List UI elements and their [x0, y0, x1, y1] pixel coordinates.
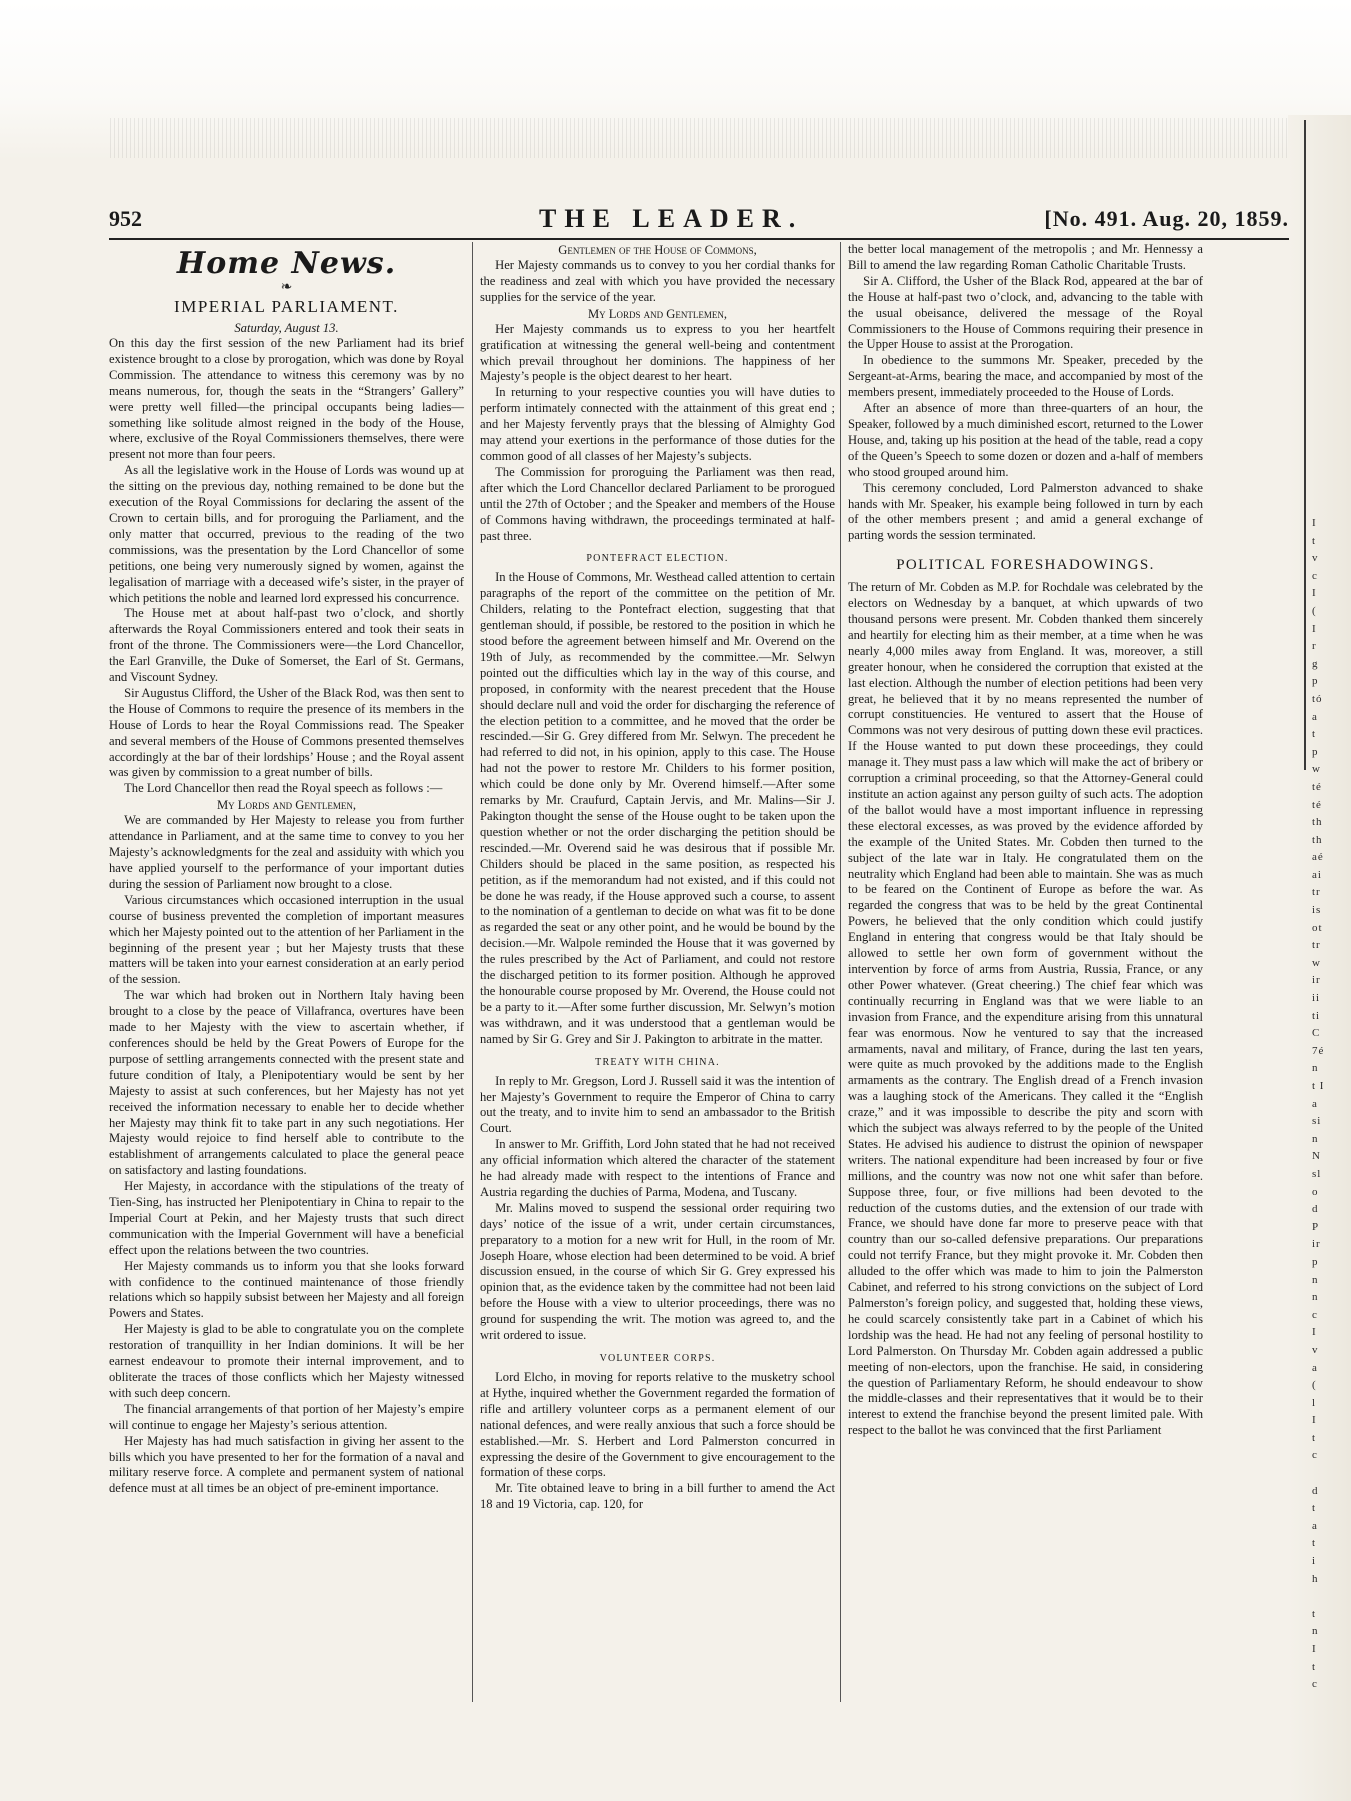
margin-fragment: t — [1312, 728, 1317, 741]
margin-fragment: tr — [1312, 886, 1321, 899]
paragraph: In returning to your respective counties you will have duties to perform intimately connected with the attainment of this great end ; and her Majesty fervently prays that the blessing of Almighty God may attend your exertions in the performance of those duties for the common good of all classes of her Majesty’s subjects. — [480, 385, 835, 463]
margin-fragment: th — [1312, 816, 1323, 829]
paragraph: We are commanded by Her Majesty to release you from further attendance in Parliament, and at the same time to convey to you her Majesty’s acknowledgments for the zeal and assiduity with which you have applied yourself to the performance of your important duties during the session of Parliament now brought to a close. — [109, 813, 464, 891]
paragraph: As all the legislative work in the House of Lords was wound up at the sitting on the previous day, nothing remained to be done but the execution of the Royal Commissions for declaring the assent of the Crown to certain bills, and for proroguing the Parliament, and the only matter that occurred, previous to the reading of the two commissions, was the presentation by the Lord Chancellor of some petitions, one being very numerously signed by women, against the legalisation of marriage with a deceased wife’s sister, in the prayer of which petitions the noble and learned lord expressed his concurrence. — [109, 463, 464, 605]
margin-fragment: ii — [1312, 992, 1321, 1005]
issue-info: [No. 491. Aug. 20, 1859. — [1044, 206, 1289, 231]
paragraph: Her Majesty has had much satisfaction in giving her assent to the bills which you have presented to her for the formation of a naval and military reserve force. A complete and permanent system of national defence must at all times be an object of pre-eminent importance. — [109, 1433, 464, 1496]
margin-fragment: n — [1312, 1062, 1319, 1075]
subheading: PONTEFRACT ELECTION. — [586, 553, 729, 565]
salutation: Gentlemen of the House of Commons, — [558, 243, 757, 257]
column-3 — [848, 242, 1203, 1439]
paragraph: In answer to Mr. Griffith, Lord John stated that he had not received any official information which altered the character of the statement he had already made with respect to the intentions of France and Austria regarding the duchies of Parma, Modena, and Tuscany. — [480, 1137, 835, 1199]
margin-fragment: ir — [1312, 1238, 1321, 1251]
paragraph: The financial arrangements of that portion of her Majesty’s empire will continue to engage her Majesty’s serious attention. — [109, 1401, 464, 1432]
masthead: THE LEADER. — [539, 204, 804, 233]
subheading: TREATY WITH CHINA. — [595, 1056, 720, 1068]
margin-fragment: P — [1312, 1220, 1320, 1233]
paragraph: In the House of Commons, Mr. Westhead called attention to certain paragraphs of the report of the committee on the petition of Mr. Childers, relating to the Pontefract election, suggesting that that gentleman should, if possible, be restored to the position in which he stood before the agreement between himself and Mr. Overend on the 19th of July, as recommended by the committee.—Mr. Selwyn pointed out the difficulties which lay in the way of this course, and proposed, in conformity with the nearest precedent that the House should declare null and void the order for discharging the reference of the election petition to a committee, and he moved that the order be rescinded.—Sir G. Grey differed from Mr. Selwyn. The precedent he had referred to did not, in his opinion, apply to this case. The House had not the power to restore Mr. Childers to his former position, which could be done only by Mr. Overend himself.—After some remarks by Mr. Craufurd, Captain Jervis, and Mr. Malins—Sir J. Pakington thought the sense of the House ought to be taken upon the question whether or not the order discharging the petition should be rescinded.—Mr. Overend said he was desirous that if possible Mr. Childers should be placed in the same position, as respected his petition, as if the memorandum had not existed, and if this could not be done he was ready, if the House approved such a course, to assent to the nomination of a gentleman to decide on what was fit to be done as regarded the seat or any other point, and he would be bound by the decision.—Mr. Walpole reminded the House that it was governed by the rules prescribed by the Act of Parliament, and could not restore the discharged petition to its former position. Although he approved the honourable course proposed by Mr. Overend, the House could not be a party to it.—After some further discussion, Mr. Selwyn’s motion was withdrawn, and it was understood that a gentleman would be named by Sir G. Grey and Sir J. Pakington to arbitrate in the matter. — [480, 570, 835, 1046]
margin-fragment: ot — [1312, 921, 1323, 934]
margin-fragment: a — [1312, 1097, 1318, 1110]
ornament-icon: ❧ — [280, 280, 293, 295]
column-divider — [840, 242, 841, 1702]
margin-fragment: aé — [1312, 851, 1324, 864]
margin-fragment: sl — [1312, 1167, 1322, 1180]
paragraph: Her Majesty commands us to express to you her heartfelt gratification at witnessing the general well-being and contentment which prevail throughout her dominions. The happiness of her Majesty’s people is the object dearest to her heart. — [480, 321, 835, 384]
paragraph: After an absence of more than three-quarters of an hour, the Speaker, followed by a much diminished escort, returned to the Lower House, and, taking up his position at the head of the table, read a copy of the Queen’s Speech to some dozen or dozen and a-half of members who stood grouped around him. — [848, 401, 1203, 479]
margin-fragment: v — [1312, 552, 1319, 565]
margin-fragment: p — [1312, 1255, 1319, 1268]
margin-fragment: a — [1312, 710, 1318, 723]
page-header — [109, 206, 1289, 236]
margin-fragment: ( — [1312, 604, 1317, 617]
adjacent-page-fragments — [1312, 515, 1342, 1694]
paragraph: Her Majesty commands us to convey to you her cordial thanks for the readiness and zeal with which you have provided the necessary supplies for the service of the year. — [480, 258, 835, 304]
margin-fragment — [1312, 1588, 1342, 1606]
margin-fragment: I — [1312, 517, 1317, 529]
margin-fragment: v — [1312, 1343, 1319, 1356]
paragraph: Mr. Tite obtained leave to bring in a bill further to amend the Act 18 and 19 Victoria, cap. 120, for — [480, 1481, 835, 1512]
margin-fragment: g — [1312, 657, 1319, 670]
margin-fragment: t — [1312, 1607, 1317, 1620]
margin-fragment: c — [1312, 569, 1318, 582]
paragraph: The House met at about half-past two o’clock, and shortly afterwards the Royal Commissioners entered and took their seats in front of the throne. The Commissioners were—the Lord Chancellor, the Earl Granville, the Duke of Somerset, the Earl of St. Germans, and Viscount Sydney. — [109, 606, 464, 685]
paragraph: In obedience to the summons Mr. Speaker, preceded by the Sergeant-at-Arms, bearing the mace, and accompanied by most of the members present, immediately proceeded to the House of Lords. — [848, 353, 1203, 400]
margin-fragment: p — [1312, 745, 1319, 758]
section-title: Home News. — [176, 246, 397, 281]
scan-border-texture — [110, 118, 1300, 158]
margin-fragment: t — [1312, 1660, 1317, 1673]
margin-fragment: t — [1312, 1537, 1317, 1550]
margin-fragment: I — [1312, 1414, 1317, 1427]
margin-fragment: c — [1312, 1678, 1318, 1691]
paragraph: On this day the first session of the new Parliament had its brief existence brought to a close by prorogation, which was done by Royal Commission. The attendance to witness this ceremony was by no means numerous, for, though the seats in the “Strangers’ Gallery” were pretty well filled—the principal occupants being ladies—something like solitude almost reigned in the body of the House, where, exclusive of the Royal Commissioners themselves, there were present not more than four peers. — [109, 336, 464, 462]
paragraph: Sir A. Clifford, the Usher of the Black Rod, appeared at the bar of the House at half-past two o’clock, and, advancing to the table with the usual obeisance, delivered the message of the Royal Commissioners to the House of Commons requiring their presence in the Upper House to assist at the Prorogation. — [848, 273, 1203, 352]
margin-fragment: n — [1312, 1625, 1319, 1638]
margin-fragment: t — [1312, 534, 1317, 547]
margin-fragment: té — [1312, 780, 1322, 793]
margin-fragment: t — [1312, 1431, 1317, 1444]
paragraph: Sir Augustus Clifford, the Usher of the Black Rod, was then sent to the House of Commons to require the presence of its members in the House of Lords to hear the Royal Commissions read. The Speaker and several members of the House of Commons presented themselves accordingly at the bar of their lordships’ House ; and the Royal assent was given by commission to a great number of bills. — [109, 685, 464, 780]
header-rule — [109, 238, 1289, 240]
margin-fragment: l — [1312, 1396, 1317, 1409]
article-heading: POLITICAL FORESHADOWINGS. — [896, 557, 1155, 574]
paragraph: The return of Mr. Cobden as M.P. for Rochdale was celebrated by the electors on Wednesday by a banquet, at which upwards of two thousand persons were present. Mr. Cobden thanked them sincerely and heartily for electing him as their member, at a time when he was nearly 4,000 miles away from England. It was, moreover, a still greater honour, when he considered the corruption that existed at the last election. Although the number of election petitions had been very great, he believed that it by no means represented the number of corrupt constituencies. He ventured to assert that the House of Commons was not very desirous of putting down these evil practices. If the House wanted to put down these proceedings, they could manage it. They must pass a law which will make the act of bribery or corruption a criminal proceeding, so that the Attorney-General could institute an action against any person guilty of such acts. The adoption of the ballot would have a most important influence in repressing these electoral excesses, as was proved by the evidence afforded by the example of the United States. Mr. Cobden then turned to the subject of the late war in Italy. He congratulated them on the neutrality which England had been able to maintain. She was as much to be feared on the Continent of Europe as before the war. As regarded the congress that was to be held by the great Continental Powers, he believed that the only condition which could justify England in entering that congress would be that Italy should be allowed to settle her own form of government without the intervention by force of arms from Austria, Russia, France, or any other Power whatever. (Great cheering.) The chief fear which was continually recurring in England was that we were liable to an invasion from France, and the expenditure arising from this unnatural fear was enormous. Now he ventured to say that the increased armaments, naval and military, of France, during the last ten years, were quite as much provoked by the additions made to the English armaments as the contrary. The English dread of a French invasion was a laughing stock of the Americans. They called it the “English craze,” and it was impossible to describe the pity and scorn with which the subject was always referred to by the people of the United States. He advised his audience to distrust the opinion of newspaper writers. The national expenditure had been increased by four or five millions, and the country was now not one whit safer than before. Suppose three, four, or five millions had been devoted to the reduction of the customs duties, and the extension of our trade with France, we should have done far more to preserve peace with that country than our so-called defensive preparations. Our preparations could not terrify France, but they might provoke it. Mr. Cobden then alluded to the offer which was made to him to join the Palmerston Cabinet, and referred to his strong convictions on the subject of Lord Palmerston’s foreign policy, and suggested that, holding these views, he could scarcely consistently take part in a Cabinet of which his lordship was the head. He had not any feeling of personal hostility to Lord Palmerston. On Thursday Mr. Cobden again addressed a public meeting of non-electors, upon the franchise. He said, in considering the question of Parliamentary Reform, he should endeavour to show the middle-classes and their representatives that it would be to their interest to extend the franchise beyond the present limited pale. With respect to the ballot he was convinced that the first Parliament — [848, 580, 1203, 1438]
paragraph: Various circumstances which occasioned interruption in the usual course of business prevented the completion of important measures which her Majesty pointed out to the attention of her Parliament in the beginning of the present year ; but her Majesty trusts that these matters will be taken into your earnest consideration at an early period of the session. — [109, 892, 464, 987]
margin-fragment: th — [1312, 833, 1323, 846]
salutation: My Lords and Gentlemen, — [216, 798, 357, 813]
column-divider — [472, 242, 473, 1702]
margin-fragment: i — [1312, 1555, 1317, 1568]
paragraph: the better local management of the metropolis ; and Mr. Hennessy a Bill to amend the law regarding Roman Catholic Charitable Trusts. — [848, 242, 1203, 272]
margin-fragment: r — [1312, 640, 1317, 653]
adjacent-page-rule — [1304, 120, 1306, 770]
subheading: VOLUNTEER CORPS. — [599, 1353, 716, 1364]
margin-fragment: C — [1312, 1027, 1321, 1040]
margin-fragment: n — [1312, 1273, 1319, 1286]
dateline: Saturday, August 13. — [234, 321, 339, 335]
margin-fragment: d — [1312, 1203, 1319, 1216]
margin-fragment: té — [1312, 798, 1322, 811]
paragraph: Her Majesty commands us to inform you that she looks forward with confidence to the continued maintenance of those friendly relations which so happily subsist between her Majesty and all foreign Powers and States. — [109, 1258, 464, 1321]
margin-fragment: w — [1312, 956, 1321, 969]
margin-fragment: is — [1312, 904, 1322, 917]
paragraph: Lord Elcho, in moving for reports relative to the musketry school at Hythe, inquired whether the Government regarded the formation of rifle and artillery volunteer corps as a permanent element of our national defences, and were really anxious that such a force should be established.—Mr. S. Herbert and Lord Palmerston concurred in expressing the desire of the Government to give encouragement to the formation of these corps. — [480, 1370, 835, 1480]
paragraph: Her Majesty is glad to be able to congratulate you on the complete restoration of tranquillity in her Indian dominions. It will be her earnest endeavour to promote their internal improvement, and to obliterate the traces of those conflicts which her Majesty witnessed with such deep concern. — [109, 1322, 464, 1400]
paragraph: Her Majesty, in accordance with the stipulations of the treaty of Tien-Sing, has instructed her Plenipotentiary in China to repair to the Imperial Court at Pekin, and her Majesty trusts that such direct communication with the Imperial Government will have a beneficial effect upon the relations between the two countries. — [109, 1179, 464, 1257]
column-1 — [109, 242, 464, 1497]
margin-fragment: c — [1312, 1449, 1318, 1462]
margin-fragment: ( — [1312, 1379, 1317, 1392]
paragraph: In reply to Mr. Gregson, Lord J. Russell said it was the intention of her Majesty’s Government to require the Emperor of China to carry out the treaty, and to invite him to send an ambassador to the British Court. — [480, 1073, 835, 1136]
margin-fragment: n — [1312, 1291, 1319, 1304]
margin-fragment — [1312, 1465, 1342, 1483]
margin-fragment: a — [1312, 1519, 1318, 1532]
paragraph: This ceremony concluded, Lord Palmerston advanced to shake hands with Mr. Speaker, his example being followed in turn by each of the other members present ; and amid a general exchange of parting words the session terminated. — [848, 480, 1203, 543]
margin-fragment: d — [1312, 1484, 1319, 1497]
margin-fragment: I — [1312, 587, 1317, 600]
margin-fragment: n — [1312, 1132, 1319, 1145]
margin-fragment: I — [1312, 622, 1317, 635]
column-2 — [480, 242, 835, 1513]
margin-fragment: ai — [1312, 868, 1322, 881]
salutation: My Lords and Gentlemen, — [587, 306, 728, 321]
margin-fragment: t — [1312, 1502, 1317, 1515]
margin-fragment: h — [1312, 1572, 1319, 1585]
margin-fragment: ti — [1312, 1009, 1321, 1022]
article-heading: IMPERIAL PARLIAMENT. — [174, 297, 399, 316]
paragraph: The Lord Chancellor then read the Royal speech as follows :— — [124, 781, 443, 796]
margin-fragment: ir — [1312, 974, 1321, 987]
margin-fragment: w — [1312, 763, 1321, 776]
margin-fragment: si — [1312, 1115, 1322, 1128]
page-number: 952 — [109, 206, 142, 231]
margin-fragment: c — [1312, 1308, 1318, 1321]
margin-fragment: t I — [1312, 1080, 1325, 1092]
paragraph: Mr. Malins moved to suspend the sessional order requiring two days’ notice of the issue of a writ, under certain circumstances, preparatory to a motion for a new writ for Hull, in the room of Mr. Joseph Hoare, whose election had been determined to be void. A brief discussion ensued, in the course of which Sir G. Grey expressed his opinion that, as the evidence taken by the committee had not been laid before the House with a view to ulterior proceedings, there was no ground for suspending the writ. The motion was agreed to, and the writ ordered to issue. — [480, 1200, 835, 1343]
margin-fragment: I — [1312, 1326, 1317, 1339]
paragraph: The war which had broken out in Northern Italy having been brought to a close by the peace of Villafranca, overtures have been made to her Majesty with the view to ascertain whether, if conferences should be held by the Great Powers of Europe for the purpose of settling arrangements connected with the present state and future condition of Italy, a Plenipotentiary would be sent by her Majesty to assist at such conferences, but her Majesty has not yet received the information necessary to enable her to decide whether her Majesty may think fit to take part in any such negotiations. Her Majesty would rejoice to find herself able to contribute to the establishment of arrangements calculated to place the general peace on satisfactory and lasting foundations. — [109, 988, 464, 1178]
margin-fragment: N — [1312, 1150, 1321, 1163]
margin-fragment: I — [1312, 1643, 1317, 1655]
margin-fragment: p — [1312, 675, 1319, 688]
paragraph: The Commission for proroguing the Parliament was then read, after which the Lord Chancellor declared Parliament to be prorogued until the 27th of October ; and the Speaker and members of the House of Commons having withdrawn, the proceedings terminated at half-past three. — [480, 464, 835, 543]
margin-fragment: o — [1312, 1185, 1319, 1198]
margin-fragment: 7é — [1312, 1044, 1325, 1057]
margin-fragment: tó — [1312, 692, 1323, 705]
margin-fragment: tr — [1312, 939, 1321, 952]
margin-fragment: a — [1312, 1361, 1318, 1374]
